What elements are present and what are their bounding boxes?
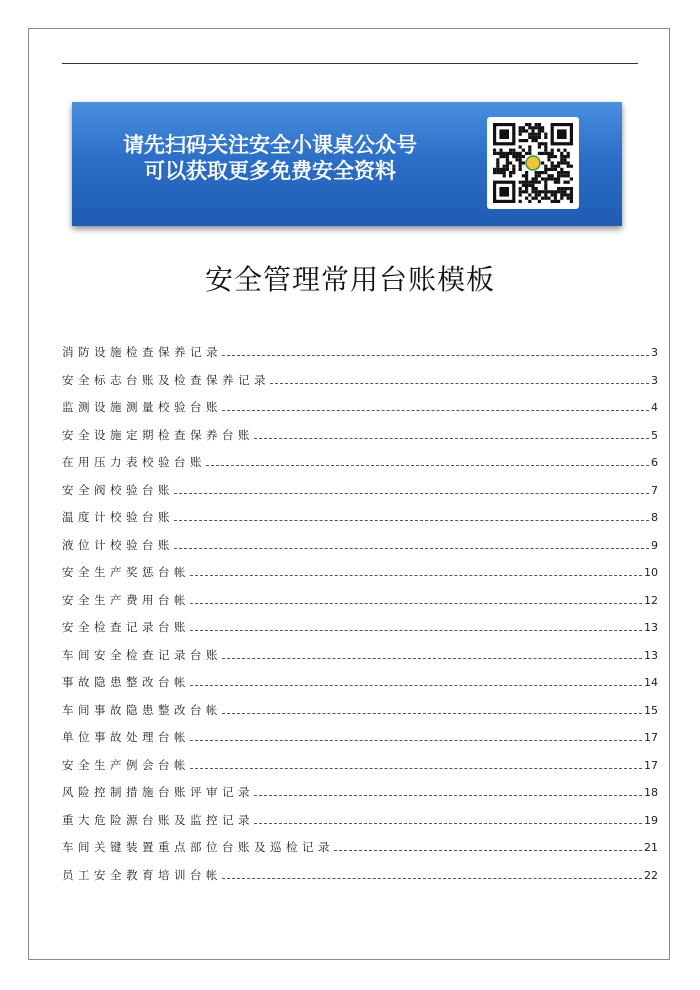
toc-entry-label: 消防设施检查保养记录 bbox=[62, 345, 222, 359]
toc-entry-label: 员工安全教育培训台帐 bbox=[62, 867, 222, 882]
toc-entry-label: 车间安全检查记录台账 bbox=[62, 647, 222, 662]
toc-entry[interactable] bbox=[62, 839, 658, 867]
toc-entry-page: 7 bbox=[651, 483, 658, 497]
toc-entry[interactable] bbox=[62, 372, 658, 400]
toc-entry[interactable] bbox=[62, 647, 658, 675]
toc-leader-dots bbox=[222, 410, 649, 411]
toc-leader-dots bbox=[270, 383, 649, 384]
toc-entry-page: 17 bbox=[644, 731, 658, 744]
toc-entry-label: 重大危险源台账及监控记录 bbox=[62, 812, 254, 827]
toc-leader-dots bbox=[190, 603, 642, 604]
table-of-contents bbox=[62, 344, 658, 894]
toc-entry[interactable] bbox=[62, 509, 658, 537]
toc-entry-page: 19 bbox=[644, 813, 658, 827]
toc-leader-dots bbox=[222, 355, 649, 356]
toc-entry-page: 13 bbox=[644, 621, 658, 634]
toc-entry-label: 安全阀校验台账 bbox=[62, 482, 174, 497]
toc-entry-label: 事故隐患整改台帐 bbox=[62, 675, 190, 689]
toc-leader-dots bbox=[222, 658, 642, 659]
toc-entry-label: 安全生产奖惩台帐 bbox=[62, 565, 190, 579]
toc-entry[interactable] bbox=[62, 592, 658, 620]
toc-entry-page: 6 bbox=[651, 456, 658, 469]
toc-entry-label: 监测设施测量校验台账 bbox=[62, 400, 222, 414]
toc-leader-dots bbox=[254, 823, 642, 824]
toc-entry-label: 安全设施定期检查保养台账 bbox=[62, 427, 254, 442]
toc-entry-label: 温度计校验台账 bbox=[62, 510, 174, 524]
document-title: 安全管理常用台账模板 bbox=[204, 263, 495, 296]
toc-leader-dots bbox=[206, 465, 649, 466]
toc-leader-dots bbox=[190, 740, 642, 741]
toc-leader-dots bbox=[174, 548, 649, 549]
toc-leader-dots bbox=[190, 685, 642, 686]
banner-line-1: 请先扫码关注安全小课桌公众号 bbox=[123, 133, 417, 157]
toc-entry-label: 车间关键装置重点部位台账及巡检记录 bbox=[62, 840, 334, 854]
banner-line-2: 可以获取更多免费安全资料 bbox=[144, 159, 396, 183]
toc-entry[interactable] bbox=[62, 427, 658, 455]
toc-leader-dots bbox=[174, 493, 649, 494]
toc-entry-label: 在用压力表校验台账 bbox=[62, 455, 206, 469]
toc-entry-page: 5 bbox=[651, 428, 658, 442]
toc-entry-page: 22 bbox=[644, 868, 658, 882]
toc-entry[interactable] bbox=[62, 867, 658, 895]
toc-entry-page: 14 bbox=[644, 676, 658, 689]
toc-entry-page: 12 bbox=[644, 593, 658, 607]
toc-entry-page: 10 bbox=[644, 566, 658, 579]
toc-leader-dots bbox=[174, 520, 649, 521]
toc-entry[interactable] bbox=[62, 537, 658, 565]
toc-leader-dots bbox=[190, 575, 642, 576]
toc-entry-label: 安全检查记录台账 bbox=[62, 620, 190, 634]
toc-leader-dots bbox=[254, 438, 649, 439]
toc-entry-label: 液位计校验台账 bbox=[62, 537, 174, 552]
toc-entry-page: 3 bbox=[651, 373, 658, 387]
toc-leader-dots bbox=[190, 768, 642, 769]
toc-leader-dots bbox=[222, 878, 642, 879]
toc-entry-label: 单位事故处理台帐 bbox=[62, 730, 190, 744]
toc-leader-dots bbox=[222, 713, 642, 714]
toc-entry-page: 3 bbox=[651, 346, 658, 359]
toc-entry[interactable] bbox=[62, 619, 658, 647]
toc-entry-page: 9 bbox=[651, 538, 658, 552]
toc-entry-label: 安全生产例会台帐 bbox=[62, 757, 190, 772]
toc-entry[interactable] bbox=[62, 757, 658, 785]
toc-leader-dots bbox=[254, 795, 642, 796]
toc-entry[interactable] bbox=[62, 784, 658, 812]
toc-entry-page: 18 bbox=[644, 786, 658, 799]
toc-entry-label: 风险控制措施台账评审记录 bbox=[62, 785, 254, 799]
toc-entry-label: 安全标志台账及检查保养记录 bbox=[62, 372, 270, 387]
toc-leader-dots bbox=[190, 630, 642, 631]
toc-entry[interactable] bbox=[62, 482, 658, 510]
toc-entry[interactable] bbox=[62, 454, 658, 482]
toc-entry[interactable] bbox=[62, 344, 658, 372]
header-rule bbox=[62, 63, 638, 64]
toc-leader-dots bbox=[334, 850, 642, 851]
toc-entry[interactable] bbox=[62, 674, 658, 702]
toc-entry[interactable] bbox=[62, 399, 658, 427]
toc-entry-page: 15 bbox=[644, 703, 658, 717]
toc-entry-page: 8 bbox=[651, 511, 658, 524]
toc-entry[interactable] bbox=[62, 812, 658, 840]
promo-banner[interactable] bbox=[72, 102, 622, 226]
toc-entry-label: 安全生产费用台帐 bbox=[62, 592, 190, 607]
toc-entry-page: 21 bbox=[644, 841, 658, 854]
toc-entry[interactable] bbox=[62, 702, 658, 730]
toc-entry-page: 4 bbox=[651, 401, 658, 414]
toc-entry-page: 13 bbox=[644, 648, 658, 662]
qr-code-graphic bbox=[487, 117, 579, 209]
banner-text bbox=[110, 132, 430, 184]
qr-code-icon[interactable] bbox=[487, 117, 579, 209]
toc-entry[interactable] bbox=[62, 729, 658, 757]
toc-entry-label: 车间事故隐患整改台帐 bbox=[62, 702, 222, 717]
toc-entry[interactable] bbox=[62, 564, 658, 592]
toc-entry-page: 17 bbox=[644, 758, 658, 772]
